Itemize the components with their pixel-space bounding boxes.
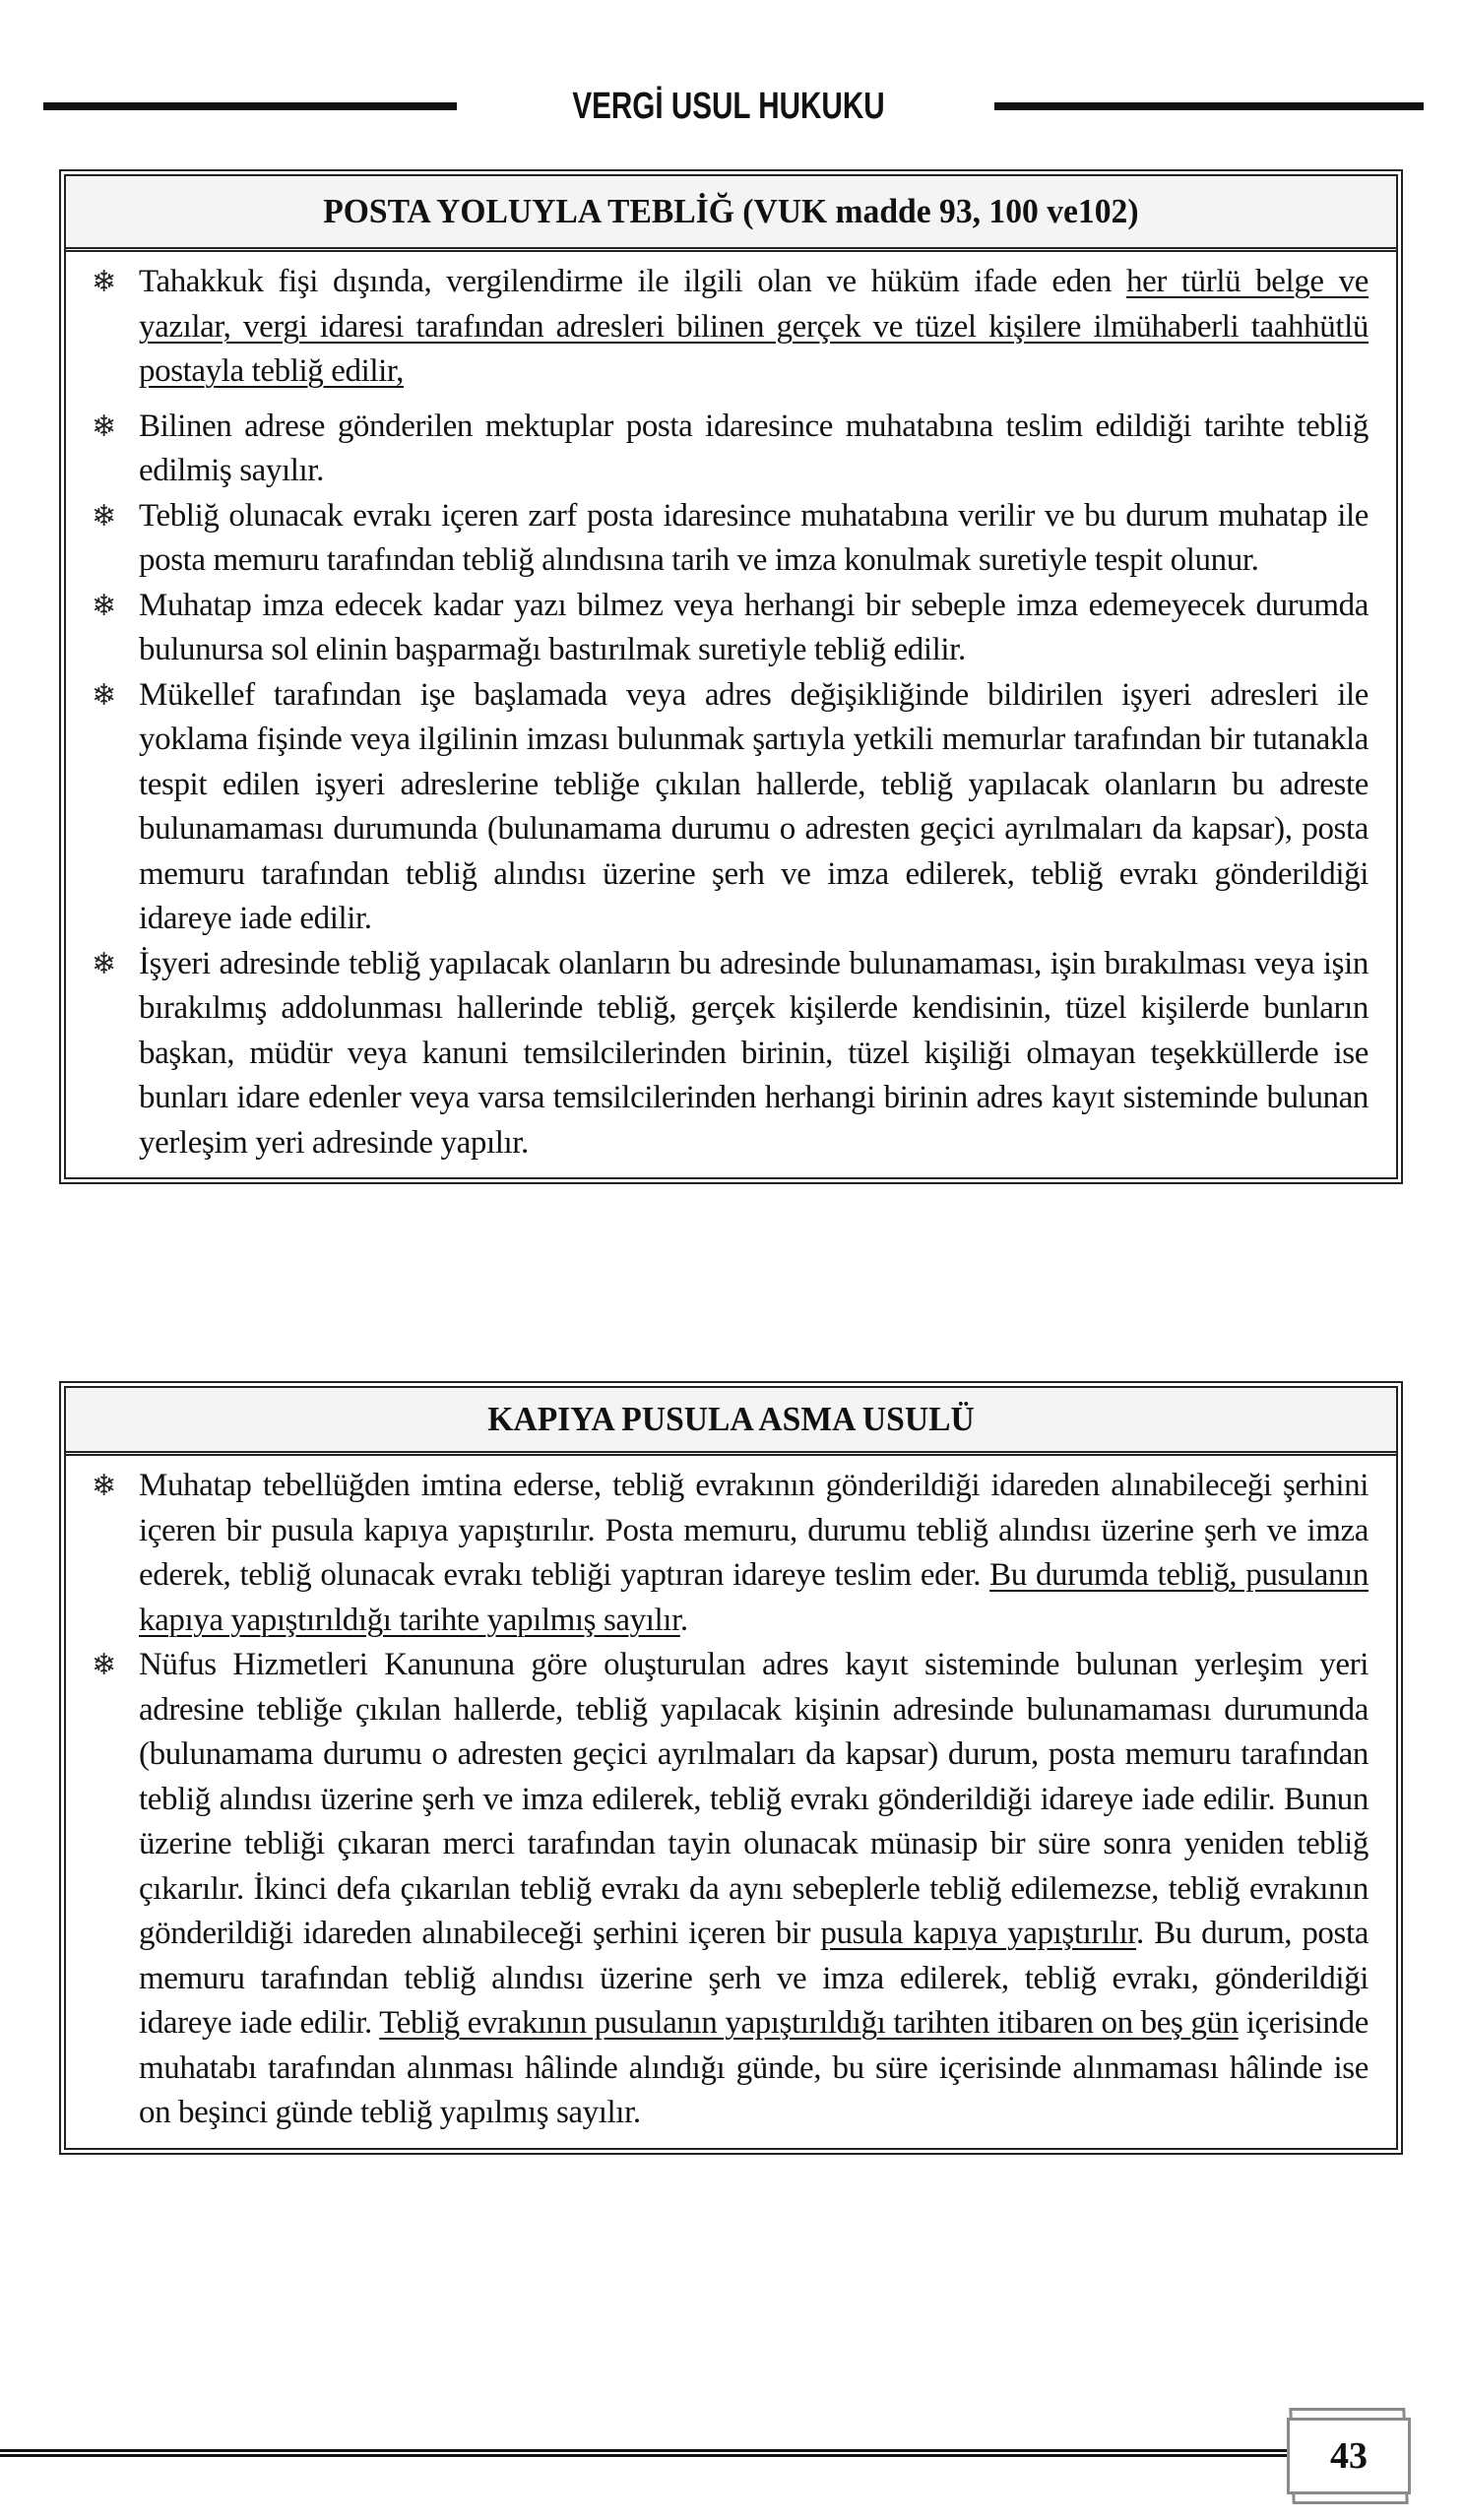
list-item: ❄ Bilinen adrese gönderilen mektuplar posta idaresince muhatabına teslim edildiği tarihte tebliğ edilmiş sayılır. <box>88 405 1369 494</box>
panel-posta-yoluyla-teblig <box>59 169 1403 1184</box>
list-item: ❄ Tebliğ olunacak evrakı içeren zarf posta idaresince muhatabına verilir ve bu durum muhatap ile posta memuru tarafından tebliğ alındısına tarih ve imza konulmak suretiyle tespit olunur. <box>88 494 1369 584</box>
snowflake-bullet-icon: ❄ <box>92 588 117 623</box>
snowflake-bullet-icon: ❄ <box>92 498 117 534</box>
page-footer <box>0 2402 1464 2510</box>
section-heading-text: POSTA YOLUYLA TEBLİĞ (VUK madde 93, 100 ve102) <box>323 192 1139 230</box>
section-heading <box>66 1388 1396 1456</box>
section-heading-text: KAPIYA PUSULA ASMA USULÜ <box>487 1400 975 1438</box>
panel-kapiya-pusula-asma-usulu <box>59 1381 1403 2155</box>
page-number-badge <box>1287 2412 1411 2500</box>
footer-rule <box>0 2449 1290 2457</box>
underlined-text: Tebliğ evrakının pusulanın yapıştırıldığı tarihten itibaren on beş gün <box>379 2005 1239 2041</box>
list-item: ❄ İşyeri adresinde tebliğ yapılacak olanların bu adresinde bulunamaması, işin bırakılması veya işin bırakılmış addolunması hallerinde tebliğ, gerçek kişilerde kendisinin, tüzel kişilerde bunların başkan, müdür veya kanuni temsilcilerinden birinin, tüzel kişiliği olmayan teşekküllerde ise bunları idare edenler veya varsa temsilcilerinden herhangi birinin adres kayıt sisteminde bulunan yerleşim yeri adresinde yapılır. <box>88 942 1369 1166</box>
section-body <box>66 1456 1396 2148</box>
book-title: VERGİ USUL HUKUKU <box>572 86 885 127</box>
list-item: ❄ Muhatap imza edecek kadar yazı bilmez veya herhangi bir sebeple imza edemeyecek durumda bulunursa sol elinin başparmağı bastırılmak suretiyle tebliğ edilir. <box>88 584 1369 673</box>
list-item: ❄ Tahakkuk fişi dışında, vergilendirme ile ilgili olan ve hüküm ifade eden her türlü belge ve yazılar, vergi idaresi tarafından adresleri bilinen gerçek ve tüzel kişilere ilmühaberli taahhütlü postayla tebliğ edilir, <box>88 260 1369 395</box>
snowflake-bullet-icon: ❄ <box>92 265 117 299</box>
running-head <box>0 77 1464 136</box>
snowflake-bullet-icon: ❄ <box>92 1469 117 1503</box>
underlined-text: pusula kapıya yapıştırılır <box>820 1916 1137 1951</box>
section-heading <box>66 176 1396 252</box>
underlined-text: her türlü belge ve yazılar, vergi idaresi tarafından adresleri bilinen gerçek ve tüzel kişilere ilmühaberli taahhütlü postayla tebliğ edilir, <box>139 264 1369 389</box>
snowflake-bullet-icon: ❄ <box>92 1648 117 1682</box>
section-body <box>66 252 1396 1177</box>
snowflake-bullet-icon: ❄ <box>92 946 117 981</box>
header-rule-left <box>43 102 457 110</box>
underlined-text: Bu durumda tebliğ, pusulanın kapıya yapıştırıldığı tarihte yapılmış sayılır <box>139 1557 1369 1638</box>
snowflake-bullet-icon: ❄ <box>92 677 117 713</box>
list-item: ❄ Muhatap tebellüğden imtina ederse, tebliğ evrakının gönderildiği idareden alınabileceği şerhini içeren bir pusula kapıya yapıştırılır. Posta memuru, durumu tebliğ alındısı üzerine şerh ve imza ederek, tebliğ olunacak evrakı tebliği yaptıran idareye teslim eder. Bu durumda tebliğ, pusulanın kapıya yapıştırıldığı tarihte yapılmış sayılır. <box>88 1464 1369 1643</box>
list-item: ❄ Nüfus Hizmetleri Kanununa göre oluşturulan adres kayıt sisteminde bulunan yerleşim yeri adresine tebliğe çıkılan hallerde, tebliğ yapılacak kişinin adresinde bulunamaması durumunda (bulunamama durumu o adresten geçici ayrılmaları da kapsar) durum, posta memuru tarafından tebliğ alındısı üzerine şerh ve imza edilerek, tebliğ evrakı gönderildiği idareye iade edilir. Bunun üzerine tebliği çıkaran merci tarafından tayin olunacak münasip bir süre sonra yeniden tebliğ çıkarılır. İkinci defa çıkarılan tebliğ evrakı da aynı sebeplerle tebliğ edilemezse, tebliğ evrakının gönderildiği idareden alınabileceği şerhini içeren bir pusula kapıya yapıştırılır. Bu durum, posta memuru tarafından tebliğ alındısı üzerine şerh ve imza edilerek, tebliğ evrakı, gönderildiği idareye iade edilir. Tebliğ evrakının pusulanın yapıştırıldığı tarihten itibaren on beş gün içerisinde muhatabı tarafından alınması hâlinde alındığı günde, bu süre içerisinde alınmaması hâlinde ise on beşinci günde tebliğ yapılmış sayılır. <box>88 1643 1369 2136</box>
page-number: 43 <box>1287 2418 1411 2494</box>
header-rule-right <box>994 102 1424 110</box>
list-item: ❄ Mükellef tarafından işe başlamada veya adres değişikliğinde bildirilen işyeri adresleri ile yoklama fişinde veya ilgilinin imzası bulunmak şartıyla yetkili memurlar tarafından bir tutanakla tespit edilen işyeri adreslerine tebliğe çıkılan hallerde, tebliğ yapılacak olanların bu adreste bulunamaması durumunda (bulunamama durumu o adresten geçici ayrılmaları da kapsar), posta memuru tarafından tebliğ alındısı üzerine şerh ve imza edilerek, tebliğ evrakı gönderildiği idareye iade edilir. <box>88 673 1369 942</box>
snowflake-bullet-icon: ❄ <box>92 409 117 444</box>
